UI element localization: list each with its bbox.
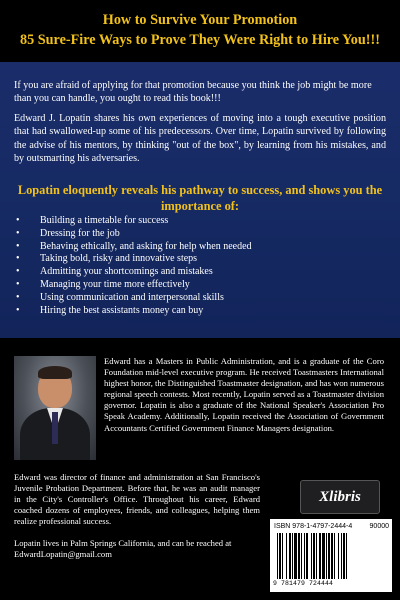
list-item: • Hiring the best assistants money can buy: [16, 305, 376, 318]
benefits-list: [16, 215, 376, 317]
author-bio-paragraph-1: Edward has a Masters in Public Administration, and is a graduate of the Coro Foundation mid-level executive program. He received Toastmasters International highest honor, the Distinguished Toastmaster designation, and has won numerous regional speech contests. Most recently, Lopatin served as a Toastmaster division governor. Lopatin is also a graduate of the National Speaker's Association Pro Speak Academy. Additionally, Lopatin received the Association of Government Accountants Certified Government Finance Managers designation.: [104, 356, 384, 433]
list-item: • Managing your time more effectively: [16, 279, 376, 292]
isbn-text: ISBN 978-1-4797-2444-4: [274, 523, 353, 530]
barcode-digits: 9 781479 724444: [273, 580, 334, 587]
highlight-heading: Lopatin eloquently reveals his pathway to success, and shows you the importance of:: [17, 183, 383, 213]
description-panel: [0, 62, 400, 338]
title-line-1: How to Survive Your Promotion: [102, 12, 298, 28]
list-item: • Dressing for the job: [16, 228, 376, 241]
list-item: • Building a timetable for success: [16, 215, 376, 228]
barcode-label: [270, 519, 392, 592]
title-band: [0, 0, 400, 62]
author-photo: [14, 356, 96, 460]
title-line-2: 85 Sure-Fire Ways to Prove They Were Right to Hire You!!!: [20, 32, 380, 48]
price-code: 90000: [369, 523, 389, 530]
author-section: [0, 338, 400, 600]
intro-paragraph-2: Edward J. Lopatin shares his own experiences of moving into a tough executive position that had swallowed-up some of his predecessors. Over time, Lopatin survived by following the advise of his mentors, by thinking "out of the box", by learning from his mistakes, and by outsmarting his adversaries.: [14, 113, 386, 165]
isbn-line: [274, 522, 389, 531]
book-title: [0, 10, 400, 50]
publisher-logo: Xlibris: [300, 480, 380, 514]
list-item: • Taking bold, risky and innovative steps: [16, 253, 376, 266]
list-item: • Admitting your shortcomings and mistakes: [16, 266, 376, 279]
intro-paragraph-1: If you are afraid of applying for that promotion because you think the job might be more than you can handle, you ought to read this book!!!: [14, 80, 372, 105]
list-item: • Behaving ethically, and asking for help when needed: [16, 241, 376, 254]
author-bio-paragraph-2: Edward was director of finance and administration at San Francisco's Juvenile Probation Department. Before that, he was an audit manager in the City's Controller's Office. Throughout his career, Edward coached dozens of employees, friends, and colleagues, helping them realize professional success.: [14, 472, 260, 527]
author-contact: Lopatin lives in Palm Springs California, and can be reached at EdwardLopatin@gmail.com: [14, 538, 232, 560]
barcode: [276, 533, 386, 579]
list-item: • Using communication and interpersonal skills: [16, 292, 376, 305]
